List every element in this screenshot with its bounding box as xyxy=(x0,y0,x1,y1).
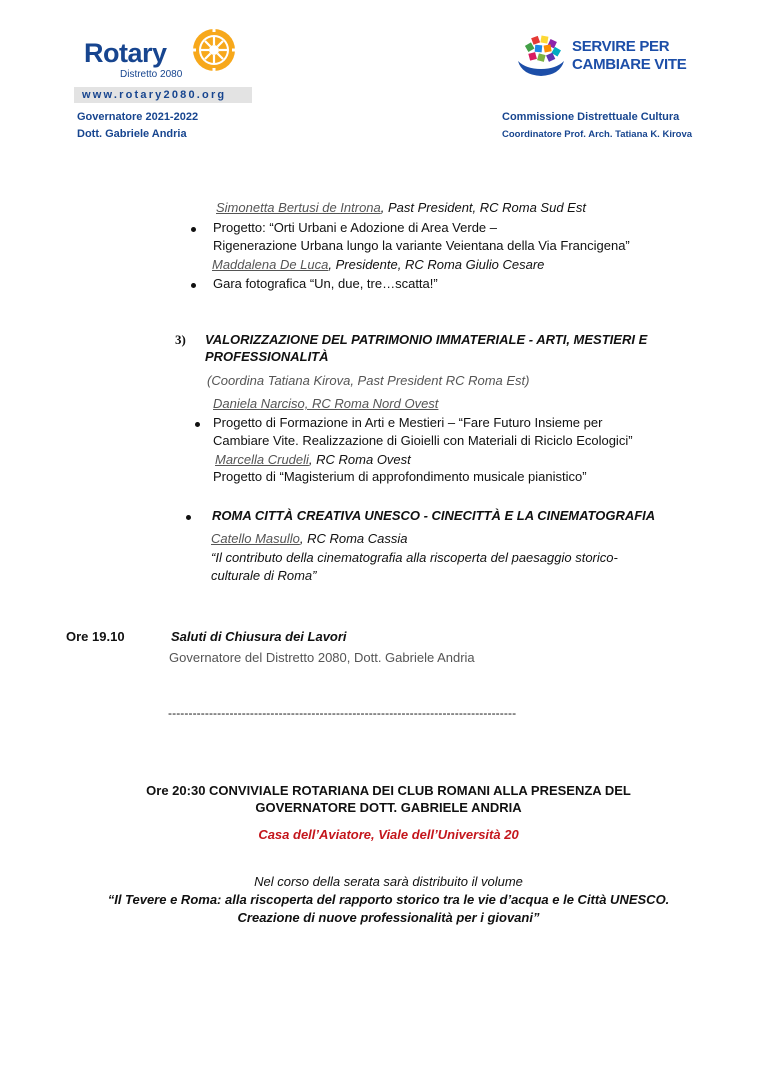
dinner-announcement-cont: GOVERNATORE DOTT. GABRIELE ANDRIA xyxy=(255,800,522,815)
speaker-line xyxy=(212,256,544,273)
coordinator-name: Coordinatore Prof. Arch. Tatiana K. Kirova xyxy=(502,129,693,140)
dinner-announcement: Ore 20:30 CONVIVIALE ROTARIANA DEI CLUB ROMANI ALLA PRESENZA DEL xyxy=(146,783,631,798)
rotary-logo xyxy=(84,38,244,86)
closing-time: Ore 19.10 xyxy=(66,629,125,644)
book-title: “Il Tevere e Roma: alla riscoperta del rapporto storico tra le vie d’acqua e le Città UNESCO. xyxy=(107,892,670,907)
speaker-role: , Presidente, RC Roma Giulio Cesare xyxy=(328,257,545,272)
bullet-icon xyxy=(195,422,200,427)
governor-years: Governatore 2021-2022 xyxy=(77,111,199,123)
section-coordinator: (Coordina Tatiana Kirova, Past President RC Roma Est) xyxy=(207,373,530,388)
commission-title: Commissione Distrettuale Cultura xyxy=(502,111,680,123)
project-title: Progetto di Formazione in Arti e Mestieri – “Fare Futuro Insieme per xyxy=(213,415,603,430)
rotary-district: Distretto 2080 xyxy=(120,69,183,80)
book-title-cont: Creazione di nuove professionalità per i giovani” xyxy=(237,910,540,925)
project-title-cont: Cambiare Vite. Realizzazione di Gioielli con Materiali di Riciclo Ecologici” xyxy=(213,433,633,448)
speaker-line xyxy=(215,451,411,468)
slogan-line-1: SERVIRE PER xyxy=(572,38,670,55)
speaker-role: , Past President, RC Roma Sud Est xyxy=(380,200,586,215)
governor-name: Dott. Gabriele Andria xyxy=(77,128,187,140)
speaker-line xyxy=(216,199,586,216)
rotary-wordmark: Rotary xyxy=(84,38,167,68)
rotary-wheel-icon xyxy=(190,26,238,74)
section-title-cont: PROFESSIONALITÀ xyxy=(205,349,329,364)
talk-title: “Il contributo della cinematografia alla riscoperta del paesaggio storico- xyxy=(211,550,618,565)
slogan-line-2: CAMBIARE VITE xyxy=(572,56,687,73)
section-title: ROMA CITTÀ CREATIVA UNESCO - CINECITTÀ E LA CINEMATOGRAFIA xyxy=(212,508,656,523)
speaker-name: Catello Masullo xyxy=(211,531,300,546)
project-title: Progetto di “Magisterium di approfondimento musicale pianistico” xyxy=(213,469,587,484)
project-title: Progetto: “Orti Urbani e Adozione di Area Verde – xyxy=(213,220,498,235)
project-title-cont: Rigenerazione Urbana lungo la variante Veientana della Via Francigena” xyxy=(213,238,630,253)
website-url: www.rotary2080.org xyxy=(74,87,252,103)
section-number: 3) xyxy=(175,332,186,347)
section-title: VALORIZZAZIONE DEL PATRIMONIO IMMATERIALE - ARTI, MESTIERI E xyxy=(205,332,648,347)
bullet-icon xyxy=(186,515,191,520)
closing-speaker: Governatore del Distretto 2080, Dott. Gabriele Andria xyxy=(169,650,475,665)
dinner-venue: Casa dell’Aviatore, Viale dell’Università 20 xyxy=(258,827,519,842)
speaker-role: , RC Roma Cassia xyxy=(299,531,408,546)
project-title: Gara fotografica “Un, due, tre…scatta!” xyxy=(213,276,438,291)
speaker-name: Simonetta Bertusi de Introna xyxy=(216,200,381,215)
bullet-icon xyxy=(191,283,196,288)
bullet-icon xyxy=(191,227,196,232)
separator-line: ------------------------------------------------------------------------------------- xyxy=(168,706,517,720)
speaker-name: Daniela Narciso, RC Roma Nord Ovest xyxy=(213,396,439,411)
talk-title-cont: culturale di Roma” xyxy=(211,568,317,583)
book-note: Nel corso della serata sarà distribuito il volume xyxy=(254,874,523,889)
speaker-line xyxy=(211,530,408,547)
speaker-name: Maddalena De Luca xyxy=(212,257,329,272)
servire-globe-icon xyxy=(516,35,566,81)
speaker-role: , RC Roma Ovest xyxy=(308,452,411,467)
speaker-name: Marcella Crudeli xyxy=(215,452,309,467)
closing-title: Saluti di Chiusura dei Lavori xyxy=(171,629,347,644)
